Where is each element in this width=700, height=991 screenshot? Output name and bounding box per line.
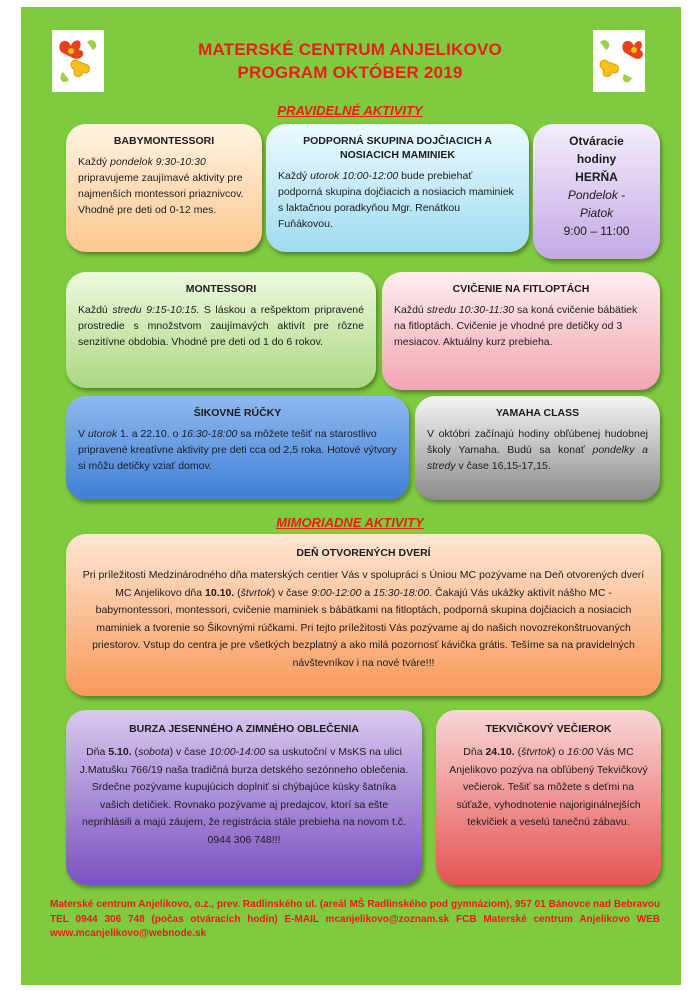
card-title: ŠIKOVNÉ RÚČKY: [193, 407, 282, 419]
babymontessori-card: [66, 124, 262, 252]
card-text: sa uskutoční v MsKS na ulici J.Matušku 766/19 naša tradičná burza detského sezónneho oblečenia. Srdečne pozývame kupujúcich doplniť si chýbajúce kúsky šatníka vašich detičiek. Rovnako pozývame aj predajcov, ktorí sa ešte neprihlásili a majú záujem, že registrácia stále prebieha na novom t.č. 0944 306 748!!!: [79, 746, 409, 846]
footer-contact: Materské centrum Anjelikovo, o.z., prev. Radlinského ul. (areál MŠ Radlinského pod gymnáziom), 957 01 Bánovce nad Bebravou TEL 0944 306 748 (počas otváracích hodín) E-MAIL mcanjelikovo@zoznam.sk FCB Materské centrum Anjelikovo WEB www.mcanjelikovo@webnode.sk: [50, 899, 660, 939]
card-text: v čase 16,15-17,15.: [455, 460, 551, 472]
opening-hours-card: [533, 124, 660, 259]
card-text: S láskou a rešpektom pripravené prostredie s množstvom zaujímavých aktivít pre rôzne senzitívne obdobia. Vhodné pre deti od 1 do 6 rokov.: [78, 304, 364, 348]
card-text: Každú: [394, 304, 427, 316]
card-time: 16:30-18:00: [181, 428, 238, 440]
card-text: (: [514, 746, 522, 758]
card-text: a: [361, 586, 374, 599]
card-text: Každý: [278, 170, 311, 182]
card-day: utorok: [87, 428, 118, 440]
card-title: BABYMONTESSORI: [113, 135, 215, 147]
card-title: DEŇ OTVORENÝCH DVERÍ: [296, 547, 431, 559]
card-weekday: sobota: [138, 746, 170, 758]
card-text: sa môžete tešiť na starostlivo pripravené kreatívne aktivity pre deti cca od 2,5 roka. Hotové výtvory si môžu detičky vziať domov.: [78, 428, 397, 472]
card-time: 9:00-12:00: [311, 586, 362, 599]
section-heading-special: MIMORIADNE AKTIVITY: [276, 515, 424, 530]
card-text: (: [234, 586, 241, 599]
card-text: pripravujeme zaujímavé aktivity pre najmenších montessori priaznivcov. Vhodné pre deti od 0-12 mes.: [78, 172, 244, 216]
card-text: 1. a 22.10. o: [117, 428, 182, 440]
card-days: pondelky a stredy: [427, 444, 648, 472]
card-title: MONTESSORI: [185, 283, 257, 295]
card-text: ) v čase: [271, 586, 312, 599]
tekvickovy-vecierok-card: [436, 710, 661, 885]
card-title: TEKVIČKOVÝ VEČIEROK: [485, 723, 612, 735]
card-time: 15:30-18:00: [373, 586, 430, 599]
card-text: Každý: [78, 156, 111, 168]
burza-card: [66, 710, 422, 885]
card-title: CVIČENIE NA FITLOPTÁCH: [452, 283, 590, 295]
card-text: sa koná cvičenie bábätiek na fitloptách. Cvičenie je vhodné pre detičky od 3 mesiacov. Aktuálny kurz prebieha.: [394, 304, 638, 348]
fitlopty-card: [382, 272, 660, 390]
card-day: pondelok 9:30-10:30: [110, 156, 206, 168]
card-title: PODPORNÁ SKUPINA DOJČIACICH A NOSIACICH MAMINIEK: [303, 135, 492, 161]
card-text: (: [131, 746, 139, 758]
opening-hours: 9:00 – 11:00: [563, 224, 630, 238]
page-title: MATERSKÉ CENTRUM ANJELIKOVO: [198, 40, 502, 59]
sikovne-rucky-card: [66, 396, 409, 500]
card-date: 10.10.: [205, 586, 235, 599]
yamaha-class-card: [415, 396, 660, 500]
card-time: 10:00-14:00: [209, 746, 266, 758]
card-text: Pri príležitosti Medzinárodného dňa materských centier Vás v spolupráci s Úniou MC pozývame na Deň otvorených dverí MC Anjelikovo dňa: [82, 569, 645, 599]
card-text: Dňa: [463, 746, 486, 758]
card-text: Vás MC Anjelikovo pozýva na obľúbený Tekvičkový večierok. Tešiť sa môžete s deťmi na súťaže, vyhodnotenie najoriginálnejších tekvičiek a veselú tanečnú zábavu.: [449, 746, 648, 828]
podporna-skupina-card: [266, 124, 529, 252]
card-title: YAMAHA CLASS: [495, 407, 580, 419]
card-text: . Čakajú Vás ukážky aktivít nášho MC - babymontessori, montessori, cvičenie maminiek s bábätkami na fitloptách, podporná skupina dojčiacich a nosiacich maminiek a tvorenie so Šikovnými rúčkami. Pri tejto príležitosti Vás pozývame aj do našich novozrekonštruovaných priestorov. Vstup do centra je pre všetkých bezplatný a ako milá pozornosť kávička grátis. Tešíme sa na pravidelných návštevníkov i na nové tváre!!!: [92, 586, 635, 669]
card-text: ) v čase: [169, 746, 210, 758]
opening-label: hodiny: [576, 152, 617, 166]
opening-place: HERŇA: [575, 170, 618, 184]
card-date: 5.10.: [108, 746, 132, 758]
card-text: V októbri začínajú hodiny obľúbenej hudobnej školy Yamaha. Budú sa konať: [427, 428, 648, 456]
card-text: bude prebiehať podporná skupina dojčiacich a nosiacich maminiek s laktačnou poradkyňou Mgr. Renátkou Fuňákovou.: [278, 170, 514, 230]
card-text: ) o: [552, 746, 568, 758]
opening-days: Pondelok - Piatok: [567, 188, 626, 220]
card-title: BURZA JESENNÉHO A ZIMNÉHO OBLEČENIA: [129, 723, 359, 735]
card-day: stredu 9:15-10:15.: [112, 304, 200, 316]
montessori-card: [66, 272, 376, 388]
card-text: Každú: [78, 304, 113, 316]
card-weekday: štvrtok: [240, 586, 272, 599]
card-day: utorok 10:00-12:00: [310, 170, 399, 182]
card-text: Dňa: [86, 746, 109, 758]
section-heading-regular: PRAVIDELNÉ AKTIVITY: [277, 103, 423, 118]
card-date: 24.10.: [485, 746, 515, 758]
page-subtitle: PROGRAM OKTÓBER 2019: [237, 63, 463, 82]
den-otvorenych-dveri-card: [66, 534, 661, 696]
card-time: 16:00: [567, 746, 594, 758]
card-weekday: štvrtok: [521, 746, 552, 758]
card-day: stredu 10:30-11:30: [426, 304, 515, 316]
opening-label: Otváracie: [569, 134, 624, 148]
card-text: V: [78, 428, 88, 440]
